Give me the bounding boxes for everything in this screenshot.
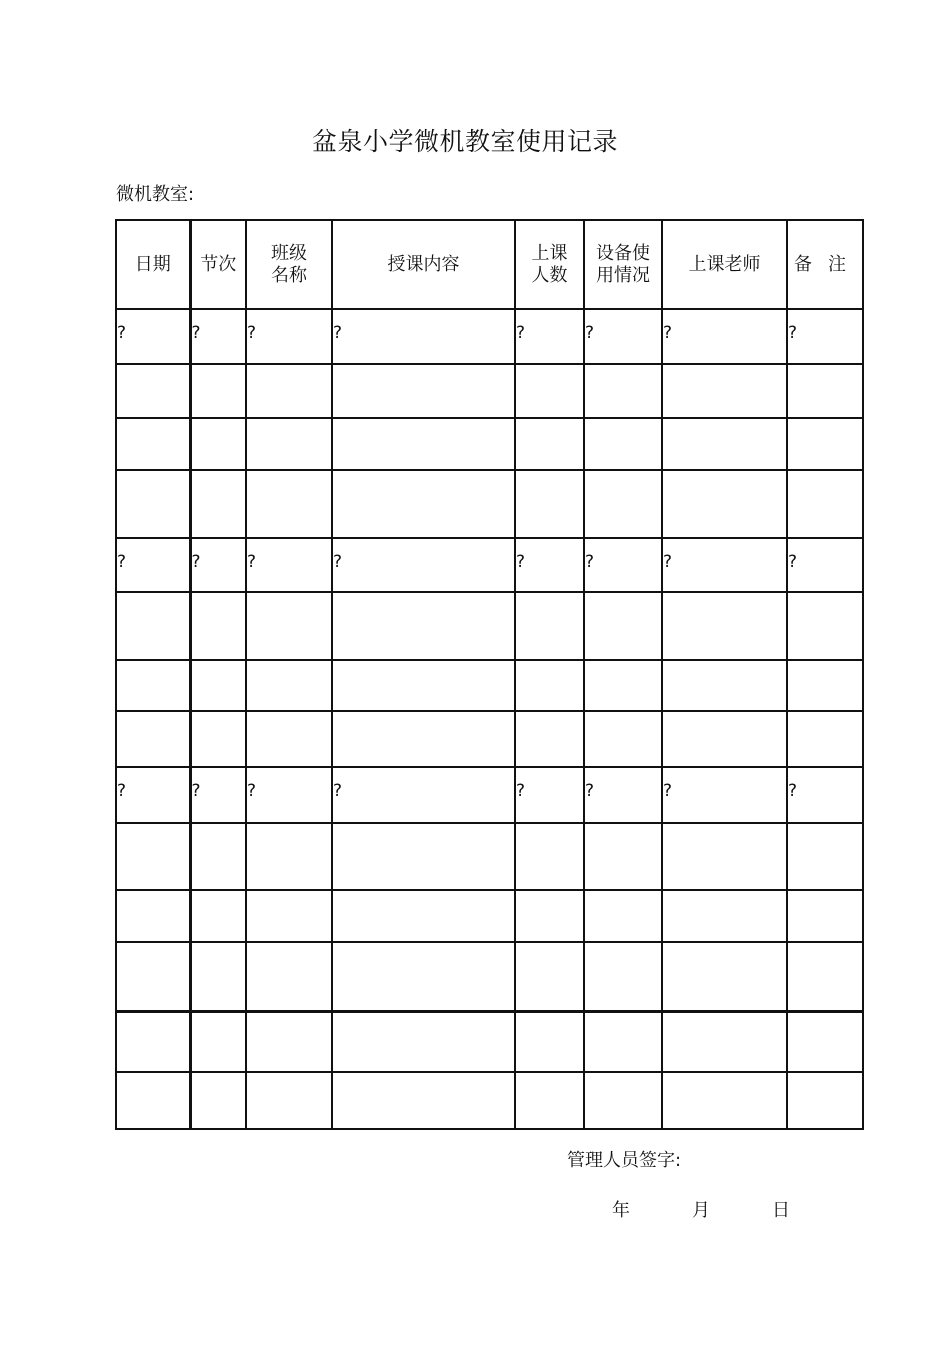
- table-cell: ?: [246, 309, 332, 364]
- table-cell: [787, 823, 863, 890]
- table-cell: ?: [515, 538, 584, 592]
- table-cell: [584, 942, 662, 1011]
- table-row: [116, 890, 863, 942]
- table-cell: [190, 470, 246, 538]
- table-cell: [662, 1011, 787, 1072]
- table-cell: ?: [787, 538, 863, 592]
- table-cell: [246, 364, 332, 418]
- table-cell: [332, 711, 515, 767]
- table-cell: [515, 711, 584, 767]
- table-cell: [515, 364, 584, 418]
- table-cell: [515, 418, 584, 470]
- table-row: [116, 309, 863, 364]
- table-cell: [662, 592, 787, 660]
- table-cell: ?: [116, 767, 190, 823]
- table-cell: [332, 592, 515, 660]
- table-cell: [584, 418, 662, 470]
- table-cell: [190, 418, 246, 470]
- table-cell: [584, 1072, 662, 1129]
- table-cell: [787, 418, 863, 470]
- header-class-name: 班级 名称: [246, 220, 332, 309]
- table-cell: [116, 1011, 190, 1072]
- table-cell: [246, 592, 332, 660]
- table-cell: [116, 711, 190, 767]
- table-cell: [246, 823, 332, 890]
- table-cell: [515, 942, 584, 1011]
- table-row: [116, 538, 863, 592]
- table-cell: [332, 364, 515, 418]
- table-row: [116, 1011, 863, 1072]
- table-cell: [787, 890, 863, 942]
- table-cell: [662, 364, 787, 418]
- header-teacher: 上课老师: [662, 220, 787, 309]
- table-cell: [662, 418, 787, 470]
- table-cell: ?: [584, 538, 662, 592]
- table-cell: [787, 942, 863, 1011]
- table-cell: [116, 592, 190, 660]
- table-cell: [246, 418, 332, 470]
- table-cell: [246, 470, 332, 538]
- table-cell: [116, 823, 190, 890]
- header-remark: 备 注: [787, 220, 863, 309]
- table-cell: [116, 890, 190, 942]
- header-date: 日期: [116, 220, 190, 309]
- table-cell: [515, 1072, 584, 1129]
- table-row: [116, 660, 863, 711]
- usage-record-table: [115, 219, 864, 1130]
- table-cell: [515, 660, 584, 711]
- header-student-count: 上课 人数: [515, 220, 584, 309]
- table-cell: ?: [332, 538, 515, 592]
- table-cell: ?: [662, 538, 787, 592]
- year-label: 年: [612, 1200, 630, 1221]
- table-row: [116, 942, 863, 1011]
- table-cell: [787, 470, 863, 538]
- table-row: [116, 823, 863, 890]
- table-cell: ?: [190, 538, 246, 592]
- table-cell: [662, 1072, 787, 1129]
- table-cell: ?: [515, 767, 584, 823]
- table-cell: [515, 890, 584, 942]
- table-cell: [332, 1072, 515, 1129]
- table-cell: [787, 364, 863, 418]
- table-cell: ?: [246, 767, 332, 823]
- table-cell: [246, 1011, 332, 1072]
- table-cell: [787, 592, 863, 660]
- table-cell: [584, 711, 662, 767]
- table-cell: [515, 470, 584, 538]
- table-cell: [515, 823, 584, 890]
- header-period: 节次: [190, 220, 246, 309]
- table-cell: ?: [662, 309, 787, 364]
- table-cell: ?: [190, 309, 246, 364]
- table-cell: [190, 364, 246, 418]
- table-cell: [662, 660, 787, 711]
- table-row: [116, 364, 863, 418]
- table-cell: [116, 418, 190, 470]
- table-cell: ?: [515, 309, 584, 364]
- table-cell: [787, 711, 863, 767]
- table-cell: [116, 470, 190, 538]
- table-cell: [190, 823, 246, 890]
- table-cell: [190, 890, 246, 942]
- month-label: 月: [692, 1200, 710, 1221]
- table-cell: [332, 418, 515, 470]
- table-cell: ?: [332, 309, 515, 364]
- table-cell: [787, 1072, 863, 1129]
- table-cell: [584, 890, 662, 942]
- table-cell: [246, 1072, 332, 1129]
- table-cell: [584, 470, 662, 538]
- table-cell: [584, 364, 662, 418]
- day-label: 日: [772, 1200, 790, 1221]
- table-row: [116, 1072, 863, 1129]
- table-cell: [662, 711, 787, 767]
- table-cell: [190, 660, 246, 711]
- table-cell: [246, 711, 332, 767]
- table-cell: ?: [787, 309, 863, 364]
- table-cell: [662, 890, 787, 942]
- table-cell: [787, 660, 863, 711]
- table-cell: ?: [787, 767, 863, 823]
- table-cell: [190, 592, 246, 660]
- page-title: 盆泉小学微机教室使用记录: [311, 127, 618, 156]
- table-cell: ?: [116, 309, 190, 364]
- header-equipment-status: 设备使 用情况: [584, 220, 662, 309]
- table-cell: [584, 1011, 662, 1072]
- table-cell: [515, 592, 584, 660]
- table-cell: ?: [246, 538, 332, 592]
- table-cell: [662, 470, 787, 538]
- table-cell: [332, 823, 515, 890]
- header-content: 授课内容: [332, 220, 515, 309]
- table-cell: [246, 942, 332, 1011]
- table-cell: [190, 711, 246, 767]
- table-cell: [515, 1011, 584, 1072]
- table-cell: [246, 890, 332, 942]
- table-cell: ?: [584, 309, 662, 364]
- table-cell: [332, 942, 515, 1011]
- table-cell: ?: [584, 767, 662, 823]
- table-row: [116, 767, 863, 823]
- classroom-label: 微机教室:: [116, 184, 195, 205]
- table-row: [116, 711, 863, 767]
- table-cell: [584, 660, 662, 711]
- table-cell: [662, 823, 787, 890]
- table-cell: ?: [116, 538, 190, 592]
- table-cell: [332, 470, 515, 538]
- table-cell: [116, 1072, 190, 1129]
- table-cell: [584, 823, 662, 890]
- table-cell: [332, 660, 515, 711]
- table-cell: [116, 942, 190, 1011]
- signature-label: 管理人员签字:: [567, 1150, 682, 1171]
- table-cell: [116, 364, 190, 418]
- table-cell: [787, 1011, 863, 1072]
- table-cell: ?: [332, 767, 515, 823]
- table-row: [116, 418, 863, 470]
- table-cell: [246, 660, 332, 711]
- table-cell: [662, 942, 787, 1011]
- table-cell: [332, 1011, 515, 1072]
- header-row: [116, 220, 863, 309]
- table-cell: [190, 1072, 246, 1129]
- table-cell: [190, 942, 246, 1011]
- table-cell: [332, 890, 515, 942]
- table-cell: [584, 592, 662, 660]
- table-cell: ?: [662, 767, 787, 823]
- table-row: [116, 592, 863, 660]
- table-row: [116, 470, 863, 538]
- table-cell: ?: [190, 767, 246, 823]
- table-cell: [190, 1011, 246, 1072]
- table-cell: [116, 660, 190, 711]
